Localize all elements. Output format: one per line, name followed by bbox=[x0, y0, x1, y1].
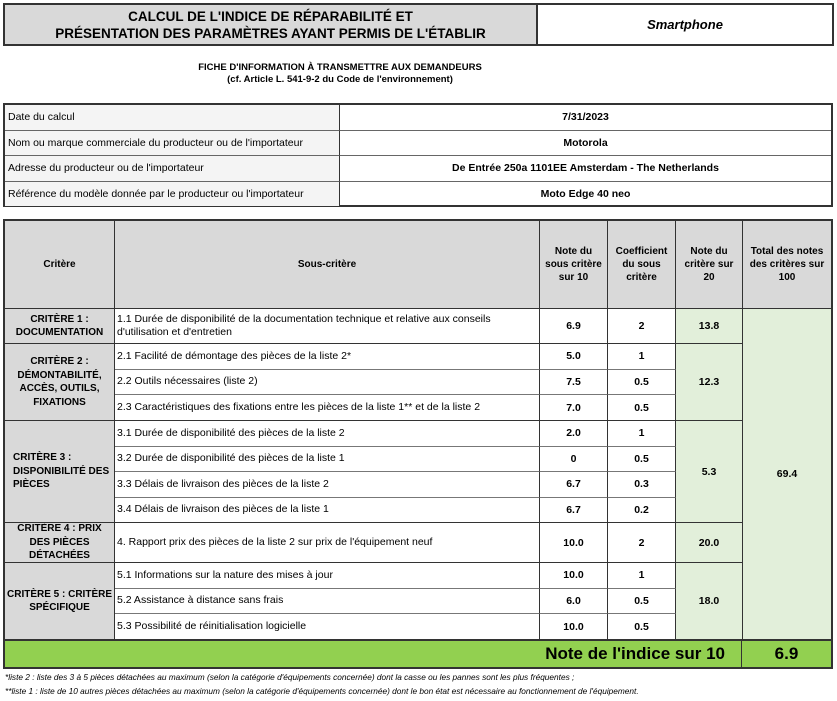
info-table bbox=[3, 103, 833, 207]
header-critere: Critère bbox=[5, 221, 115, 309]
header-sous-critere: Sous-critère bbox=[115, 221, 540, 309]
total-score: 69.4 bbox=[743, 309, 831, 639]
sub-note: 6.9 bbox=[540, 309, 608, 344]
header-coefficient: Coefficient du sous critère bbox=[608, 221, 676, 309]
header-note-sous-critere: Note du sous critère sur 10 bbox=[540, 221, 608, 309]
sub-criterion-5-2: 5.2 Assistance à distance sans frais bbox=[115, 589, 540, 615]
sub-criterion-2-1: 2.1 Facilité de démontage des pièces de la liste 2* bbox=[115, 344, 540, 370]
sub-coefficient: 1 bbox=[608, 421, 676, 447]
sub-coefficient: 0.5 bbox=[608, 589, 676, 615]
sub-criterion-2-3: 2.3 Caractéristiques des fixations entre les pièces de la liste 1** et de la liste 2 bbox=[115, 395, 540, 421]
sub-criterion-2-2: 2.2 Outils nécessaires (liste 2) bbox=[115, 370, 540, 396]
sub-criterion-1-1: 1.1 Durée de disponibilité de la documentation technique et relative aux conseils d'utilisation et d'entretien bbox=[115, 309, 540, 344]
sub-note: 7.5 bbox=[540, 370, 608, 396]
criterion-3-name: CRITÈRE 3 : DISPONIBILITÉ DES PIÈCES bbox=[5, 421, 115, 523]
sub-coefficient: 1 bbox=[608, 563, 676, 589]
sub-coefficient: 2 bbox=[608, 309, 676, 344]
sub-coefficient: 0.5 bbox=[608, 447, 676, 473]
sub-note: 7.0 bbox=[540, 395, 608, 421]
footnote-liste-1: **liste 1 : liste de 10 autres pièces détachées au maximum (selon la catégorie d'équipements concernée) dont le bon état est nécessaire au fonctionnement de l'équipement. bbox=[5, 686, 639, 696]
criterion-5-name: CRITÈRE 5 : CRITÈRE SPÉCIFIQUE bbox=[5, 563, 115, 639]
criterion-5-score: 18.0 bbox=[676, 563, 743, 639]
fiche-heading bbox=[130, 62, 550, 86]
sub-coefficient: 0.5 bbox=[608, 370, 676, 396]
info-row-brand bbox=[5, 131, 831, 157]
info-row-model bbox=[5, 182, 831, 206]
info-value: 7/31/2023 bbox=[340, 105, 831, 131]
sub-note: 10.0 bbox=[540, 614, 608, 639]
final-score-bar bbox=[3, 639, 833, 669]
sub-note: 6.7 bbox=[540, 472, 608, 498]
page-title bbox=[3, 3, 538, 46]
criterion-1-name: CRITÈRE 1 : DOCUMENTATION bbox=[5, 309, 115, 344]
sub-criterion-3-4: 3.4 Délais de livraison des pièces de la liste 1 bbox=[115, 498, 540, 524]
title-line-1: CALCUL DE L'INDICE DE RÉPARABILITÉ ET bbox=[128, 8, 413, 24]
info-label: Nom ou marque commerciale du producteur ou de l'importateur bbox=[5, 131, 340, 157]
sub-coefficient: 1 bbox=[608, 344, 676, 370]
sub-criterion-5-1: 5.1 Informations sur la nature des mises à jour bbox=[115, 563, 540, 589]
sub-note: 6.7 bbox=[540, 498, 608, 524]
criterion-4-score: 20.0 bbox=[676, 523, 743, 563]
info-label: Date du calcul bbox=[5, 105, 340, 131]
sub-coefficient: 0.2 bbox=[608, 498, 676, 524]
sub-note: 10.0 bbox=[540, 563, 608, 589]
criteria-table bbox=[3, 219, 833, 669]
final-score-value: 6.9 bbox=[774, 644, 799, 663]
info-label: Référence du modèle donnée par le producteur ou l'importateur bbox=[5, 182, 340, 206]
info-value: Motorola bbox=[340, 131, 831, 157]
criterion-4-name: CRITÈRE 4 : PRIX DES PIÈCES DÉTACHÉES bbox=[5, 523, 115, 563]
info-value: Moto Edge 40 neo bbox=[540, 187, 631, 200]
info-value: De Entrée 250a 1101EE Amsterdam - The Netherlands bbox=[340, 156, 831, 182]
info-row-address bbox=[5, 156, 831, 182]
title-line-2: PRÉSENTATION DES PARAMÈTRES AYANT PERMIS DE L'ÉTABLIR bbox=[55, 25, 486, 41]
criterion-2-name: CRITÈRE 2 : DÉMONTABILITÉ, ACCÈS, OUTILS, FIXATIONS bbox=[5, 344, 115, 421]
criterion-2-score: 12.3 bbox=[676, 344, 743, 421]
fiche-line-2: (cf. Article L. 541-9-2 du Code de l'environnement) bbox=[227, 74, 453, 85]
sub-criterion-4: 4. Rapport prix des pièces de la liste 2 sur prix de l'équipement neuf bbox=[115, 523, 540, 563]
final-score-label: Note de l'indice sur 10 bbox=[5, 641, 742, 667]
sub-note: 2.0 bbox=[540, 421, 608, 447]
sub-criterion-3-1: 3.1 Durée de disponibilité des pièces de la liste 2 bbox=[115, 421, 540, 447]
sub-coefficient: 2 bbox=[608, 523, 676, 563]
sub-note: 10.0 bbox=[540, 523, 608, 563]
fiche-line-1: FICHE D'INFORMATION À TRANSMETTRE AUX DEMANDEURS bbox=[198, 62, 482, 73]
sub-criterion-5-3: 5.3 Possibilité de réinitialisation logicielle bbox=[115, 614, 540, 639]
product-type: Smartphone bbox=[538, 3, 834, 46]
sub-criterion-3-2: 3.2 Durée de disponibilité des pièces de la liste 1 bbox=[115, 447, 540, 473]
info-label: Adresse du producteur ou de l'importateur bbox=[5, 156, 340, 182]
header-note-critere: Note du critère sur 20 bbox=[676, 221, 743, 309]
info-row-date bbox=[5, 105, 831, 131]
footnote-liste-2: *liste 2 : liste des 3 à 5 pièces détachées au maximum (selon la catégorie d'équipements concernée) dont la casse ou les pannes sont les plus fréquentes ; bbox=[5, 672, 575, 682]
sub-note: 6.0 bbox=[540, 589, 608, 615]
sub-criterion-3-3: 3.3 Délais de livraison des pièces de la liste 2 bbox=[115, 472, 540, 498]
sub-note: 5.0 bbox=[540, 344, 608, 370]
sub-coefficient: 0.5 bbox=[608, 614, 676, 639]
header-total: Total des notes des critères sur 100 bbox=[743, 221, 831, 309]
sub-note: 0 bbox=[540, 447, 608, 473]
sub-coefficient: 0.3 bbox=[608, 472, 676, 498]
sub-coefficient: 0.5 bbox=[608, 395, 676, 421]
criterion-1-score: 13.8 bbox=[676, 309, 743, 344]
criterion-3-score: 5.3 bbox=[676, 421, 743, 523]
